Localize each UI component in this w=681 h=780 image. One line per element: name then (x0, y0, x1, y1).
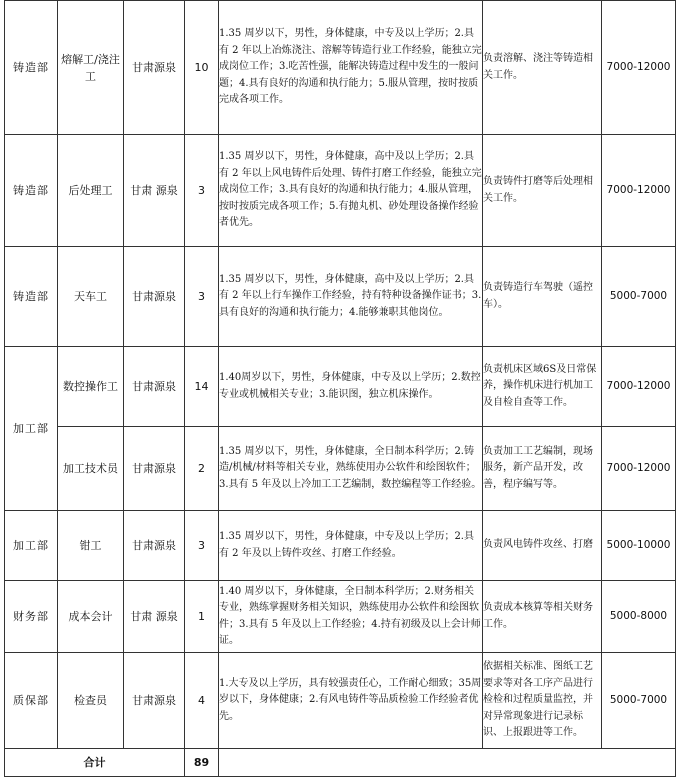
duties-cell: 负责风电铸件攻丝、打磨 (483, 511, 602, 581)
table-row (5, 347, 676, 427)
department-cell: 铸造部 (5, 247, 58, 347)
table-row (5, 247, 676, 347)
position-cell: 后处理工 (58, 135, 124, 247)
total-row (5, 749, 676, 777)
total-blank (219, 749, 676, 777)
headcount-cell: 2 (185, 427, 219, 511)
position-cell: 熔解工/浇注工 (58, 1, 124, 135)
duties-cell: 负责溶解、浇注等铸造相关工作。 (483, 1, 602, 135)
requirements-cell: 1.35 周岁以下，男性，身体健康，高中及以上学历；2.具有 2 年以上行车操作工作经验，持有特种设备操作证书；3.具有良好的沟通和执行能力；4.能够兼职其他岗位。 (219, 247, 483, 347)
department-cell: 铸造部 (5, 135, 58, 247)
total-label: 合计 (5, 749, 185, 777)
duties-cell: 依据相关标准、图纸工艺要求等对各工序产品进行检检和过程质量监控，并对异常现象进行记录标识、上报跟进等工作。 (483, 653, 602, 749)
location-cell: 甘肃源泉 (124, 247, 185, 347)
duties-cell: 负责成本核算等相关财务工作。 (483, 581, 602, 653)
salary-cell: 7000-12000 (602, 347, 676, 427)
location-cell: 甘肃源泉 (124, 427, 185, 511)
headcount-cell: 10 (185, 1, 219, 135)
department-cell: 加工部 (5, 347, 58, 511)
headcount-cell: 1 (185, 581, 219, 653)
location-cell: 甘肃 源泉 (124, 581, 185, 653)
headcount-cell: 4 (185, 653, 219, 749)
position-cell: 成本会计 (58, 581, 124, 653)
location-cell: 甘肃源泉 (124, 511, 185, 581)
requirements-cell: 1.35 周岁以下，男性，身体健康，中专及以上学历；2.具有 2 年以上冶炼浇注、溶解等铸造行业工作经验，能独立完成岗位工作；3.吃苦性强，能解决铸造过程中发生的一般问题；4.具有良好的沟通和执行能力；5.服从管理，按时按质完成各项工作。 (219, 1, 483, 135)
position-cell: 钳工 (58, 511, 124, 581)
salary-cell: 5000-8000 (602, 581, 676, 653)
duties-cell: 负责铸件打磨等后处理相关工作。 (483, 135, 602, 247)
salary-cell: 7000-12000 (602, 135, 676, 247)
salary-cell: 5000-7000 (602, 247, 676, 347)
department-cell: 加工部 (5, 511, 58, 581)
location-cell: 甘肃源泉 (124, 347, 185, 427)
position-cell: 数控操作工 (58, 347, 124, 427)
location-cell: 甘肃源泉 (124, 1, 185, 135)
headcount-cell: 14 (185, 347, 219, 427)
requirements-cell: 1.35 周岁以下，男性，身体健康，中专及以上学历；2.具有 2 年及以上铸件攻丝、打磨工作经验。 (219, 511, 483, 581)
duties-cell: 负责铸造行车驾驶（遥控车）。 (483, 247, 602, 347)
requirements-cell: 1.大专及以上学历，具有较强责任心，工作耐心细致；35周岁以下，身体健康；2.有风电铸件等品质检验工作经验者优先。 (219, 653, 483, 749)
table-row (5, 581, 676, 653)
salary-cell: 7000-12000 (602, 1, 676, 135)
location-cell: 甘肃 源泉 (124, 135, 185, 247)
duties-cell: 负责机床区域6S及日常保养，操作机床进行机加工及自检自查等工作。 (483, 347, 602, 427)
department-cell: 质保部 (5, 653, 58, 749)
salary-cell: 5000-10000 (602, 511, 676, 581)
recruitment-table (4, 0, 676, 777)
table-row (5, 135, 676, 247)
position-cell: 加工技术员 (58, 427, 124, 511)
table-row (5, 653, 676, 749)
salary-cell: 5000-7000 (602, 653, 676, 749)
department-cell: 铸造部 (5, 1, 58, 135)
table-row (5, 511, 676, 581)
total-count: 89 (185, 749, 219, 777)
headcount-cell: 3 (185, 247, 219, 347)
duties-cell: 负责加工工艺编制，现场服务，新产品开发，改善，程序编写等。 (483, 427, 602, 511)
requirements-cell: 1.35 周岁以下，男性，身体健康，全日制本科学历；2.铸造/机械/材料等相关专业，熟练使用办公软件和绘图软件；3.具有 5 年及以上冷加工工艺编制，数控编程等工作经验。 (219, 427, 483, 511)
salary-cell: 7000-12000 (602, 427, 676, 511)
requirements-cell: 1.40周岁以下，男性，身体健康，中专及以上学历；2.数控专业或机械相关专业；3.能识图，独立机床操作。 (219, 347, 483, 427)
location-cell: 甘肃源泉 (124, 653, 185, 749)
position-cell: 检查员 (58, 653, 124, 749)
requirements-cell: 1.35 周岁以下，男性，身体健康，高中及以上学历；2.具有 2 年以上风电铸件后处理、铸件打磨工作经验，能独立完成岗位工作；3.具有良好的沟通和执行能力；4.服从管理，按时按质完成各项工作；5.有抛丸机、砂处理设备操作经验者优先。 (219, 135, 483, 247)
position-cell: 天车工 (58, 247, 124, 347)
table-row (5, 427, 676, 511)
headcount-cell: 3 (185, 135, 219, 247)
requirements-cell: 1.40 周岁以下，身体健康，全日制本科学历；2.财务相关专业，熟练掌握财务相关知识，熟练使用办公软件和绘图软件；3.具有 5 年及以上工作经验；4.持有初级及以上会计师证。 (219, 581, 483, 653)
headcount-cell: 3 (185, 511, 219, 581)
table-row (5, 1, 676, 135)
department-cell: 财务部 (5, 581, 58, 653)
